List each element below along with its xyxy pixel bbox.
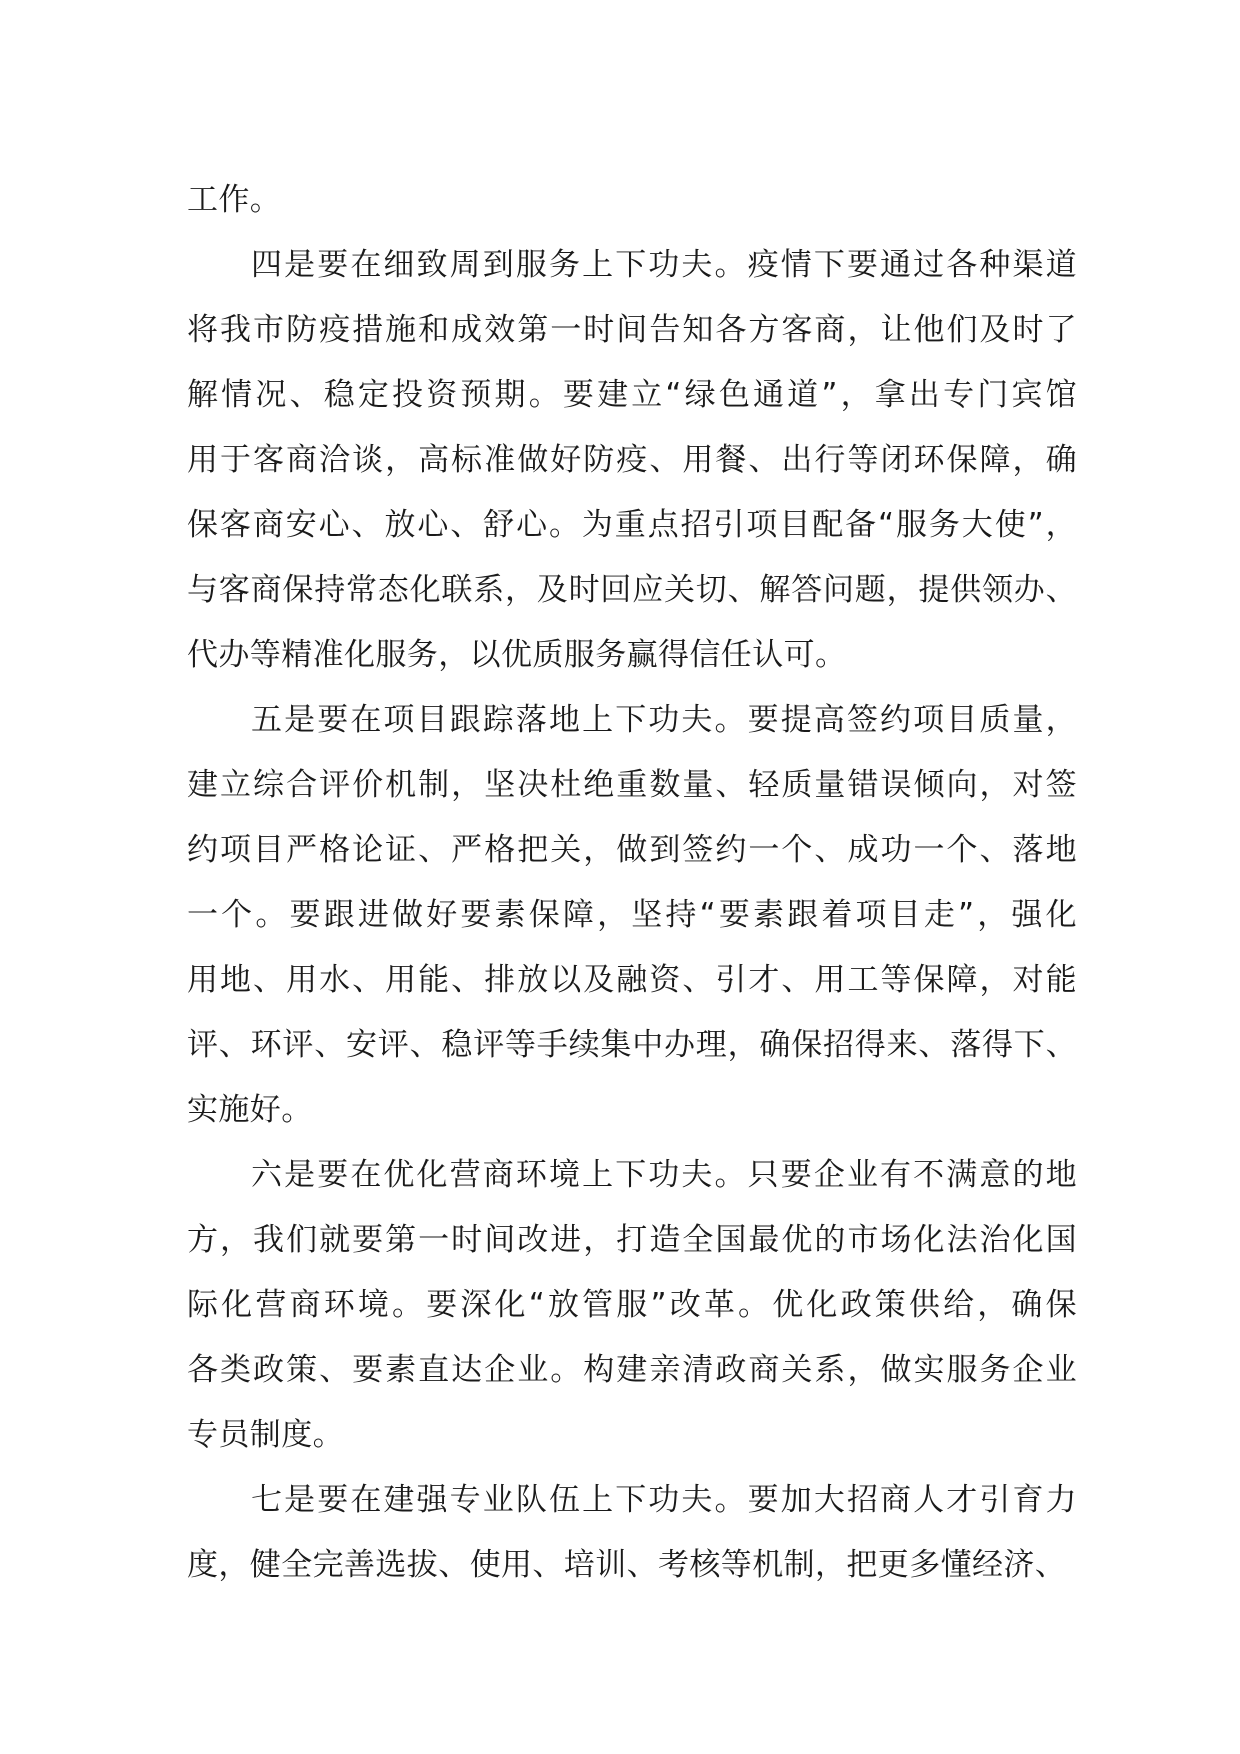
text-line: 六是要在优化营商环境上下功夫。只要企业有不满意的地	[251, 1157, 1077, 1193]
text-line: 一个。要跟进做好要素保障，坚持“要素跟着项目走”，强化	[187, 897, 1077, 933]
text-line: 约项目严格论证、严格把关，做到签约一个、成功一个、落地	[187, 832, 1077, 868]
text-line: 四是要在细致周到服务上下功夫。疫情下要通过各种渠道	[251, 247, 1077, 283]
text-line: 工作。	[187, 182, 282, 218]
text-line: 实施好。	[187, 1092, 313, 1128]
text-line: 代办等精准化服务，以优质服务赢得信任认可。	[187, 637, 847, 673]
text-line: 解情况、稳定投资预期。要建立“绿色通道”，拿出专门宾馆	[187, 377, 1077, 413]
text-line: 七是要在建强专业队伍上下功夫。要加大招商人才引育力	[251, 1482, 1077, 1518]
paragraph	[187, 1143, 1077, 1468]
text-line: 度，健全完善选拔、使用、培训、考核等机制，把更多懂经济、	[187, 1547, 1067, 1583]
text-line: 用于客商洽谈，高标准做好防疫、用餐、出行等闭环保障，确	[187, 442, 1077, 478]
paragraph	[187, 233, 1077, 688]
text-line: 专员制度。	[187, 1417, 344, 1453]
text-line: 评、环评、安评、稳评等手续集中办理，确保招得来、落得下、	[187, 1027, 1077, 1063]
text-line: 建立综合评价机制，坚决杜绝重数量、轻质量错误倾向，对签	[187, 767, 1077, 803]
text-line: 五是要在项目跟踪落地上下功夫。要提高签约项目质量，	[251, 702, 1077, 738]
paragraph	[187, 688, 1077, 1143]
text-line: 际化营商环境。要深化“放管服”改革。优化政策供给，确保	[187, 1287, 1077, 1323]
text-line: 保客商安心、放心、舒心。为重点招引项目配备“服务大使”，	[187, 507, 1077, 543]
document-body	[187, 168, 1077, 1598]
text-line: 方，我们就要第一时间改进，打造全国最优的市场化法治化国	[187, 1222, 1077, 1258]
text-line: 与客商保持常态化联系，及时回应关切、解答问题，提供领办、	[187, 572, 1077, 608]
text-line: 将我市防疫措施和成效第一时间告知各方客商，让他们及时了	[187, 312, 1077, 348]
text-line: 用地、用水、用能、排放以及融资、引才、用工等保障，对能	[187, 962, 1077, 998]
paragraph	[187, 168, 1077, 233]
text-line: 各类政策、要素直达企业。构建亲清政商关系，做实服务企业	[187, 1352, 1077, 1388]
paragraph	[187, 1468, 1077, 1598]
